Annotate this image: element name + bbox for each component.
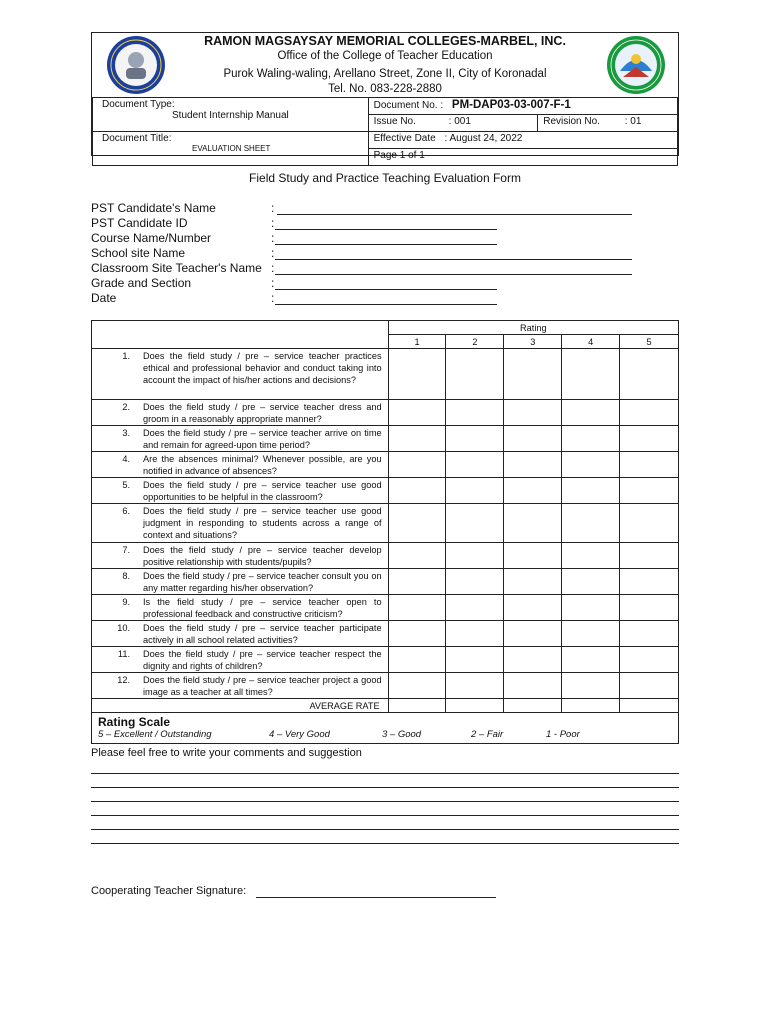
rating-cell[interactable] <box>446 673 504 699</box>
field-input-line[interactable] <box>277 214 632 215</box>
rating-cell[interactable] <box>504 349 562 400</box>
question-cell <box>92 478 389 504</box>
effective-date-label: Effective Date <box>373 133 436 144</box>
question-number: 9. <box>122 597 130 607</box>
table-row <box>92 543 679 569</box>
field-label: Grade and Section <box>91 276 192 290</box>
question-cell <box>92 349 389 400</box>
rating-cell[interactable] <box>562 400 620 426</box>
document-number-cell <box>368 98 677 115</box>
field-colon: : <box>271 201 275 215</box>
evaluation-table <box>91 320 679 744</box>
document-title-cell <box>93 132 369 166</box>
question-number: 4. <box>122 454 130 464</box>
rating-cell[interactable] <box>620 400 679 426</box>
question-cell <box>92 452 389 478</box>
question-number: 1. <box>122 351 130 361</box>
rating-scale-cell <box>92 713 679 744</box>
rating-cell[interactable] <box>562 569 620 595</box>
rating-cell[interactable] <box>388 349 446 400</box>
table-row <box>92 621 679 647</box>
rating-cell[interactable] <box>620 426 679 452</box>
table-row <box>92 452 679 478</box>
office-name: Office of the College of Teacher Education <box>277 50 493 62</box>
rating-cell[interactable] <box>388 426 446 452</box>
field-input-line[interactable] <box>275 244 497 245</box>
rating-cell[interactable] <box>446 349 504 400</box>
comment-line[interactable] <box>91 815 679 816</box>
rating-cell[interactable] <box>620 349 679 400</box>
signature-line[interactable] <box>256 897 496 898</box>
rating-col-header: 4 <box>562 335 620 349</box>
rating-cell[interactable] <box>562 543 620 569</box>
question-number: 6. <box>122 506 130 516</box>
header-banner <box>92 33 678 98</box>
field-colon: : <box>271 261 275 275</box>
rating-cell[interactable] <box>446 452 504 478</box>
document-control-table <box>92 97 678 166</box>
field-input-line[interactable] <box>275 259 632 260</box>
rating-cell[interactable] <box>504 478 562 504</box>
rating-col-header: 3 <box>504 335 562 349</box>
question-text: Does the field study / pre – service teacher use good judgment in responding to students across a range of context and situations? <box>143 506 382 540</box>
table-row <box>92 595 679 621</box>
issue-number-cell <box>368 115 538 132</box>
revision-number-cell <box>538 115 678 132</box>
rating-cell[interactable] <box>562 478 620 504</box>
question-rows <box>92 349 679 699</box>
rating-cell[interactable] <box>446 478 504 504</box>
field-colon: : <box>271 231 275 245</box>
rating-cell[interactable] <box>446 543 504 569</box>
office-address: Purok Waling-waling, Arellano Street, Zone II, City of Koronadal <box>223 68 547 80</box>
telephone-number: Tel. No. 083-228-2880 <box>328 83 442 95</box>
rating-cell[interactable] <box>620 595 679 621</box>
issue-number-label: Issue No. <box>373 116 416 127</box>
rating-cell[interactable] <box>504 673 562 699</box>
criteria-header-cell <box>92 321 389 349</box>
rating-cell[interactable] <box>562 621 620 647</box>
rating-cell[interactable] <box>388 673 446 699</box>
rating-cell[interactable] <box>446 426 504 452</box>
question-text: Does the field study / pre – service teacher use good opportunities to be helpful in the classroom? <box>143 480 382 502</box>
table-row <box>92 504 679 543</box>
average-row <box>92 699 679 713</box>
field-input-line[interactable] <box>275 229 497 230</box>
field-colon: : <box>271 276 275 290</box>
rating-cell[interactable] <box>388 647 446 673</box>
rating-col-header: 2 <box>446 335 504 349</box>
rating-cell[interactable] <box>388 400 446 426</box>
rating-cell[interactable] <box>446 647 504 673</box>
question-text: Does the field study / pre – service teacher practices ethical and professional behavior and conduct taking into account the impact of his/her actions and decisions? <box>143 351 382 385</box>
question-number: 12. <box>117 675 130 685</box>
average-cell[interactable] <box>620 699 679 713</box>
field-input-line[interactable] <box>275 274 632 275</box>
rating-cell[interactable] <box>446 569 504 595</box>
question-cell <box>92 647 389 673</box>
rating-cell[interactable] <box>504 595 562 621</box>
document-type-cell <box>93 98 369 132</box>
rating-cell[interactable] <box>388 621 446 647</box>
field-colon: : <box>271 291 275 305</box>
document-number-label: Document No. : <box>373 100 444 111</box>
scale-item: 5 – Excellent / Outstanding <box>98 729 212 740</box>
field-label: School site Name <box>91 246 186 260</box>
rating-cell[interactable] <box>504 543 562 569</box>
question-cell <box>92 543 389 569</box>
question-number: 8. <box>122 571 130 581</box>
rating-scale-row <box>92 713 679 744</box>
rating-cell[interactable] <box>504 452 562 478</box>
rating-cell[interactable] <box>388 595 446 621</box>
rating-cell[interactable] <box>562 504 620 543</box>
field-input-line[interactable] <box>275 289 497 290</box>
rating-col-header: 1 <box>388 335 446 349</box>
issue-number-value: : 001 <box>448 116 471 127</box>
question-cell <box>92 400 389 426</box>
question-text: Are the absences minimal? Whenever possible, are you notified in advance of absences? <box>143 454 382 476</box>
scale-item: 1 - Poor <box>546 729 580 740</box>
rating-cell[interactable] <box>388 569 446 595</box>
rating-cell[interactable] <box>620 452 679 478</box>
table-row <box>92 673 679 699</box>
rating-cell[interactable] <box>504 569 562 595</box>
rating-cell[interactable] <box>620 673 679 699</box>
rating-header: Rating <box>388 321 678 335</box>
rating-cell[interactable] <box>620 569 679 595</box>
rating-cell[interactable] <box>504 504 562 543</box>
question-cell <box>92 673 389 699</box>
scale-item: 2 – Fair <box>471 729 504 740</box>
form-title: Field Study and Practice Teaching Evaluation Form <box>249 171 521 185</box>
rating-cell[interactable] <box>504 621 562 647</box>
question-number: 10. <box>117 623 130 633</box>
average-rate-label: AVERAGE RATE <box>92 699 389 713</box>
rating-col-header: 5 <box>620 335 679 349</box>
question-text: Does the field study / pre – service teacher develop positive relationship with students/pupils? <box>143 545 382 567</box>
rating-cell[interactable] <box>620 621 679 647</box>
comments-prompt: Please feel free to write your comments and suggestion <box>91 747 362 759</box>
document-title-value: EVALUATION SHEET <box>192 144 271 153</box>
signature-label: Cooperating Teacher Signature: <box>91 885 247 897</box>
field-colon: : <box>271 246 275 260</box>
rating-cell[interactable] <box>446 621 504 647</box>
question-cell <box>92 504 389 543</box>
question-text: Does the field study / pre – service teacher project a good image as a teacher at all times? <box>143 675 382 697</box>
effective-date-cell <box>368 132 677 149</box>
rating-cell[interactable] <box>388 543 446 569</box>
institution-name: RAMON MAGSAYSAY MEMORIAL COLLEGES-MARBEL, INC. <box>204 34 566 48</box>
question-text: Does the field study / pre – service teacher dress and groom in a reasonably appropriate manner? <box>143 402 382 424</box>
comment-line[interactable] <box>91 773 679 774</box>
document-number-value: PM-DAP03-03-007-F-1 <box>451 99 571 111</box>
revision-number-value: : 01 <box>624 116 642 127</box>
question-cell <box>92 569 389 595</box>
question-text: Is the field study / pre – service teacher open to professional feedback and constructive criticism? <box>143 597 382 619</box>
question-number: 2. <box>122 402 130 412</box>
field-colon: : <box>271 216 275 230</box>
table-row <box>92 569 679 595</box>
question-text: Does the field study / pre – service teacher participate actively in all school related activities? <box>143 623 382 645</box>
rating-cell[interactable] <box>562 595 620 621</box>
rating-cell[interactable] <box>620 543 679 569</box>
question-text: Does the field study / pre – service teacher consult you on any matter regarding his/her observation? <box>143 571 382 593</box>
rating-cell[interactable] <box>446 400 504 426</box>
question-number: 5. <box>122 480 130 490</box>
document-header <box>91 32 679 161</box>
rating-cell[interactable] <box>562 452 620 478</box>
revision-number-label: Revision No. <box>543 116 600 127</box>
table-row <box>92 478 679 504</box>
rating-cell[interactable] <box>504 426 562 452</box>
question-cell <box>92 426 389 452</box>
comment-line[interactable] <box>91 801 679 802</box>
question-number: 3. <box>122 428 130 438</box>
rating-cell[interactable] <box>388 478 446 504</box>
document-type-label: Document Type: <box>102 99 175 110</box>
rating-cell[interactable] <box>620 647 679 673</box>
comment-line[interactable] <box>91 843 679 844</box>
rating-cell[interactable] <box>504 647 562 673</box>
rating-cell[interactable] <box>562 647 620 673</box>
average-cell[interactable] <box>446 699 504 713</box>
rating-scale-title: Rating Scale <box>98 715 171 729</box>
average-cell[interactable] <box>388 699 446 713</box>
average-cell[interactable] <box>504 699 562 713</box>
field-input-line[interactable] <box>275 304 497 305</box>
scale-item: 3 – Good <box>382 729 422 740</box>
field-label: Classroom Site Teacher's Name <box>91 261 262 275</box>
rating-cell[interactable] <box>562 673 620 699</box>
rating-cell[interactable] <box>620 478 679 504</box>
rating-cell[interactable] <box>446 504 504 543</box>
question-cell <box>92 595 389 621</box>
question-text: Does the field study / pre – service teacher respect the dignity and rights of children? <box>143 649 382 671</box>
page-number: Page 1 of 1 <box>373 150 425 161</box>
rating-cell[interactable] <box>504 400 562 426</box>
average-cell[interactable] <box>562 699 620 713</box>
effective-date-value: : August 24, 2022 <box>444 133 523 144</box>
table-row <box>92 349 679 400</box>
question-number: 11. <box>117 649 130 659</box>
table-row <box>92 426 679 452</box>
rating-cell[interactable] <box>620 504 679 543</box>
field-label: PST Candidate ID <box>91 216 188 230</box>
rating-cell[interactable] <box>388 504 446 543</box>
rating-cell[interactable] <box>562 349 620 400</box>
field-label: Date <box>91 291 117 305</box>
scale-item: 4 – Very Good <box>269 729 330 740</box>
document-type-value: Student Internship Manual <box>172 110 289 121</box>
page-number-cell <box>368 149 677 166</box>
rating-cell[interactable] <box>562 426 620 452</box>
document-title-label: Document Title: <box>102 133 172 144</box>
rating-cell[interactable] <box>446 595 504 621</box>
field-label: PST Candidate's Name <box>91 201 216 215</box>
field-label: Course Name/Number <box>91 231 212 245</box>
question-number: 7. <box>122 545 130 555</box>
question-cell <box>92 621 389 647</box>
comment-line[interactable] <box>91 829 679 830</box>
question-text: Does the field study / pre – service teacher arrive on time and remain for agreed-upon time period? <box>143 428 382 450</box>
table-row <box>92 647 679 673</box>
rating-cell[interactable] <box>388 452 446 478</box>
comment-line[interactable] <box>91 787 679 788</box>
table-row <box>92 400 679 426</box>
